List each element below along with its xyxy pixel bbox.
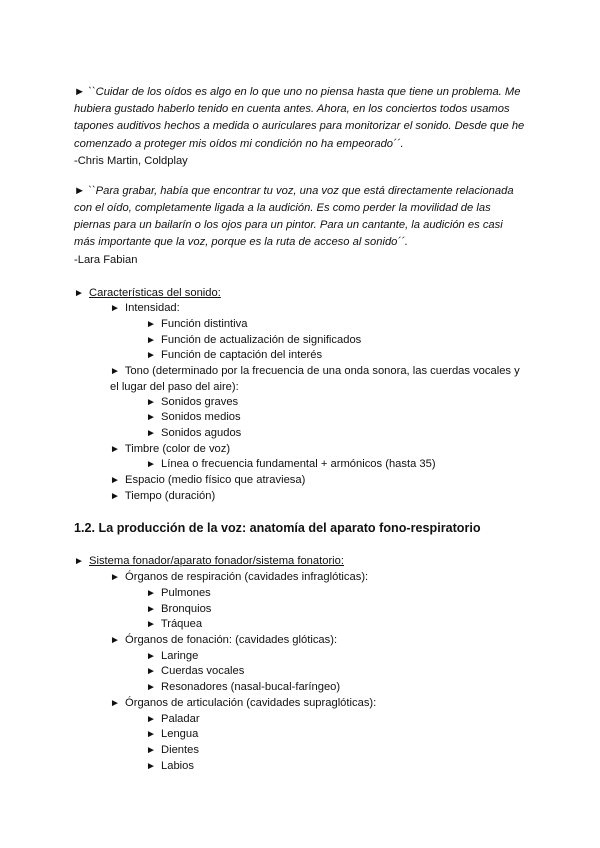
list-item: ► Órganos de fonación: (cavidades glóticas):	[110, 633, 338, 646]
phonatory-system-list	[74, 554, 526, 774]
arrow-icon: ►	[146, 682, 156, 694]
arrow-icon: ►	[146, 350, 156, 362]
list-item: ► Resonadores (nasal-bucal-faríngeo)	[146, 681, 341, 694]
sound-characteristics-list	[74, 286, 526, 505]
arrow-icon: ►	[146, 760, 156, 772]
list-item: ► Intensidad:	[110, 302, 180, 315]
arrow-icon: ►	[146, 729, 156, 741]
arrow-icon: ►	[146, 713, 156, 725]
list-item: ► Dientes	[146, 743, 199, 756]
list-item: ► Pulmones	[146, 586, 211, 599]
document-page	[74, 84, 526, 774]
arrow-icon: ►	[110, 572, 120, 584]
list-item: ► Timbre (color de voz)	[110, 442, 231, 455]
arrow-icon: ►	[146, 619, 156, 631]
arrow-icon: ►	[110, 634, 120, 646]
quote-chris-martin	[74, 84, 526, 170]
list-item: ► Línea o frecuencia fundamental + armónicos (hasta 35)	[146, 458, 436, 471]
arrow-icon: ►	[74, 287, 84, 299]
arrow-icon: ►	[110, 475, 120, 487]
section-title: Características del sonido:	[89, 286, 221, 299]
list-item: ► Tono (determinado por la frecuencia de una onda sonora, las cuerdas vocales y el lugar del paso del aire):	[110, 365, 520, 393]
list-item: ► Sonidos medios	[146, 411, 241, 424]
quote-lara-fabian	[74, 183, 526, 269]
arrow-icon: ►	[146, 319, 156, 331]
list-item: ► Órganos de articulación (cavidades supraglóticas):	[110, 696, 377, 709]
arrow-icon: ►	[146, 587, 156, 599]
arrow-icon: ►	[110, 490, 120, 502]
list-item: ► Tráquea	[146, 618, 203, 631]
arrow-icon: ►	[146, 666, 156, 678]
arrow-icon: ►	[110, 697, 120, 709]
arrow-icon: ►	[146, 334, 156, 346]
list-item: ► Bronquios	[146, 602, 212, 615]
list-item: ► Cuerdas vocales	[146, 665, 245, 678]
list-item: ► Órganos de respiración (cavidades infraglóticas):	[110, 571, 369, 584]
list-item: ► Función de actualización de significados	[146, 333, 362, 346]
arrow-icon: ►	[146, 603, 156, 615]
list-item: ► Espacio (medio físico que atraviesa)	[110, 474, 306, 487]
list-item	[74, 286, 526, 302]
list-item: ► Labios	[146, 759, 194, 772]
arrow-icon: ►	[146, 412, 156, 424]
arrow-icon: ►	[146, 650, 156, 662]
list-item	[74, 554, 526, 570]
arrow-icon: ►	[74, 556, 84, 568]
list-item: ► Sonidos agudos	[146, 426, 242, 439]
section-heading: 1.2. La producción de la voz: anatomía del aparato fono-respiratorio	[74, 521, 481, 536]
quote-text: ► ``Cuidar de los oídos es algo en lo que uno no piensa hasta que tiene un problema. Me hubiera gustado haberlo tenido en cuenta antes. Ahora, en los conciertos todos usamos tapones auditivos hechos a medida o auriculares para monitorizar el sonido. Desde que he comenzado a proteger mis oídos mi condición no ha empeorado´´.	[74, 86, 525, 150]
arrow-icon: ►	[146, 744, 156, 756]
arrow-icon: ►	[146, 427, 156, 439]
arrow-icon: ►	[110, 443, 120, 455]
list-item: ► Función distintiva	[146, 318, 248, 331]
list-item: ► Laringe	[146, 649, 199, 662]
list-item: ► Paladar	[146, 712, 200, 725]
list-item: ► Lengua	[146, 728, 199, 741]
list-item: ► Tiempo (duración)	[110, 489, 216, 502]
quote-author: -Chris Martin, Coldplay	[74, 154, 188, 167]
list-item: ► Sonidos graves	[146, 395, 239, 408]
section-title: Sistema fonador/aparato fonador/sistema fonatorio:	[89, 555, 344, 568]
arrow-icon: ►	[146, 459, 156, 471]
list-item: ► Función de captación del interés	[146, 349, 323, 362]
quote-author: -Lara Fabian	[74, 253, 138, 266]
arrow-icon: ►	[110, 366, 120, 378]
arrow-icon: ►	[146, 396, 156, 408]
arrow-icon: ►	[110, 303, 120, 315]
quote-text: ► ``Para grabar, había que encontrar tu voz, una voz que está directamente relacionada con el oído, completamente ligada a la audición. Es como perder la movilidad de las piernas para un bailarín o los ojos para un pintor. Para un cantante, la audición es casi más importante que la voz, porque es la ruta de acceso al sonido´´.	[74, 184, 514, 249]
